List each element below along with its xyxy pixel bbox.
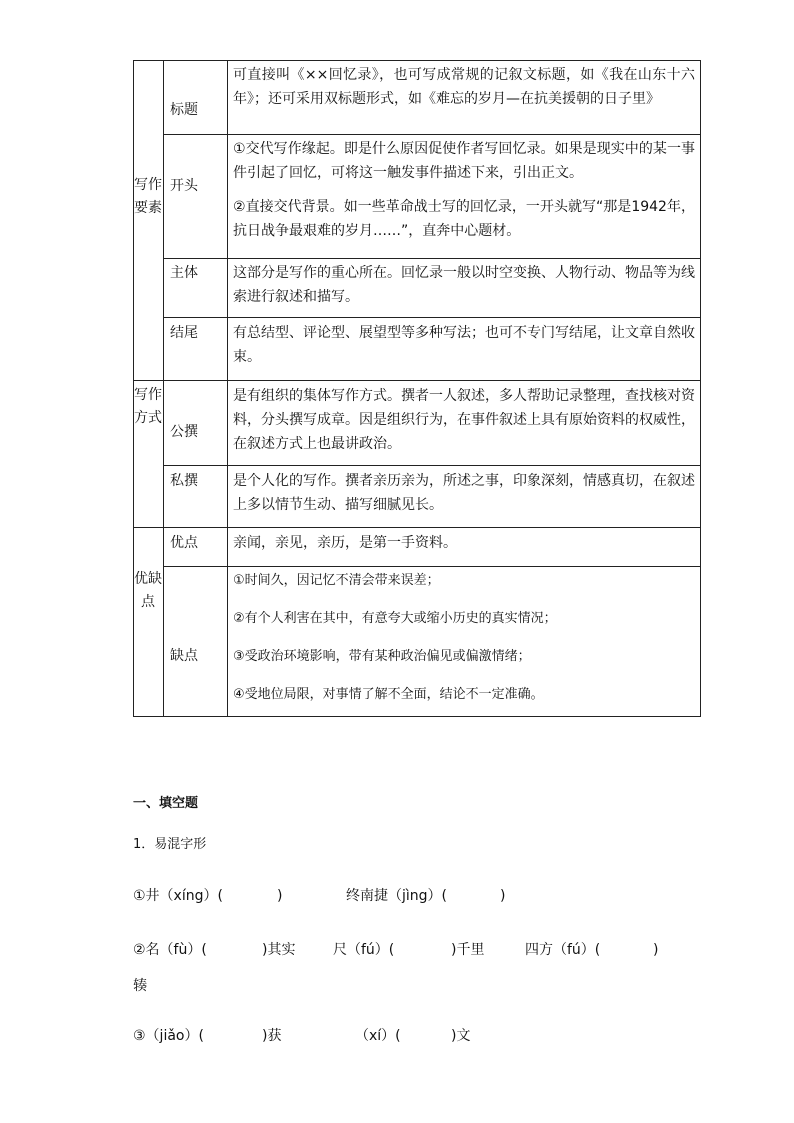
item-2-part-a: ②名（fù）( [133,942,207,958]
row-content-ending [233,321,695,369]
content-line: ④受地位局限，对事情了解不全面，结论不一定准确。 [233,687,544,702]
row-label-cons: 缺点 [170,648,198,664]
content-line: ①交代写作缘起。即是什么原因促使作者写回忆录。如果是现实中的某一事件引起了回忆，可将这一触发事件描述下来，引出正文。 [233,141,695,181]
content-line: 这部分是写作的重心所在。回忆录一般以时空变换、人物行动、物品等为线索进行叙述和描写。 [233,265,695,305]
item-1-part-b: 终南捷（jìng）( [346,888,448,904]
category-writing-method: 写作方式 [134,387,162,426]
content-line: 亲闻，亲见，亲历，是第一手资料。 [233,535,457,551]
content-line: ②有个人利害在其中，有意夸大或缩小历史的真实情况； [233,611,557,626]
content-line: 是个人化的写作。撰者亲历亲为，所述之事，印象深刻，情感真切，在叙述上多以情节生动、描写细腻见长。 [233,473,695,513]
content-line: 是有组织的集体写作方式。撰者一人叙述，多人帮助记录整理，查找核对资料，分头撰写成章。因是组织行为，在事件叙述上具有原始资料的权威性，在叙述方式上也最讲政治。 [233,388,695,452]
item-3-part-a-end: )获 [262,1028,282,1044]
item-2-part-c-end: ) [653,942,659,958]
row-label-pros: 优点 [170,535,198,551]
item-3-part-b: （xí）( [355,1028,401,1044]
row-label-title: 标题 [170,102,198,118]
item-1-part-b-end: ) [500,888,506,904]
content-line: 可直接叫《××回忆录》，也可写成常规的记叙文标题，如《我在山东十六年》；还可采用双标题形式，如《难忘的岁月—在抗美援朝的日子里》 [233,67,695,107]
row-content-opening [233,137,695,243]
row-label-body: 主体 [170,265,198,281]
content-line: 有总结型、评论型、展望型等多种写法；也可不专门写结尾，让文章自然收束。 [233,325,695,365]
row-label-private: 私撰 [170,473,198,489]
item-2-wrap: 辏 [133,978,147,994]
item-2-part-a-end: )其实 [262,942,296,958]
row-label-ending: 结尾 [170,325,198,341]
row-label-opening: 开头 [170,178,198,194]
category-pros-cons: 优缺点 [134,571,162,610]
item-2-part-b: 尺（fú）( [333,942,395,958]
category-writing-elements: 写作要素 [134,177,162,216]
content-line: ③受政治环境影响，带有某种政治偏见或偏激情绪； [233,649,531,664]
item-2-part-c: 四方（fú）( [525,942,601,958]
row-content-public [233,384,695,456]
question-1-title: 1．易混字形 [133,837,207,852]
item-3-part-a: ③（jiǎo）( [133,1028,204,1044]
row-content-pros [233,531,695,555]
row-content-title [233,63,695,111]
content-line: ②直接交代背景。如一些革命战士写的回忆录，一开头就写“那是1942年，抗日战争最艰难的岁月……”，直奔中心题材。 [233,199,695,239]
item-2-part-b-end: )千里 [451,942,485,958]
row-content-cons [233,571,695,705]
item-1-part-a-end: ) [277,888,283,904]
row-content-body [233,261,695,309]
row-label-public: 公撰 [170,424,198,440]
item-3-part-b-end: )文 [451,1028,471,1044]
row-content-private [233,469,695,517]
section-title: 一、填空题 [133,796,199,811]
item-1-part-a: ①井（xíng）( [133,888,223,904]
content-line: ①时间久，因记忆不清会带来误差； [233,573,440,588]
